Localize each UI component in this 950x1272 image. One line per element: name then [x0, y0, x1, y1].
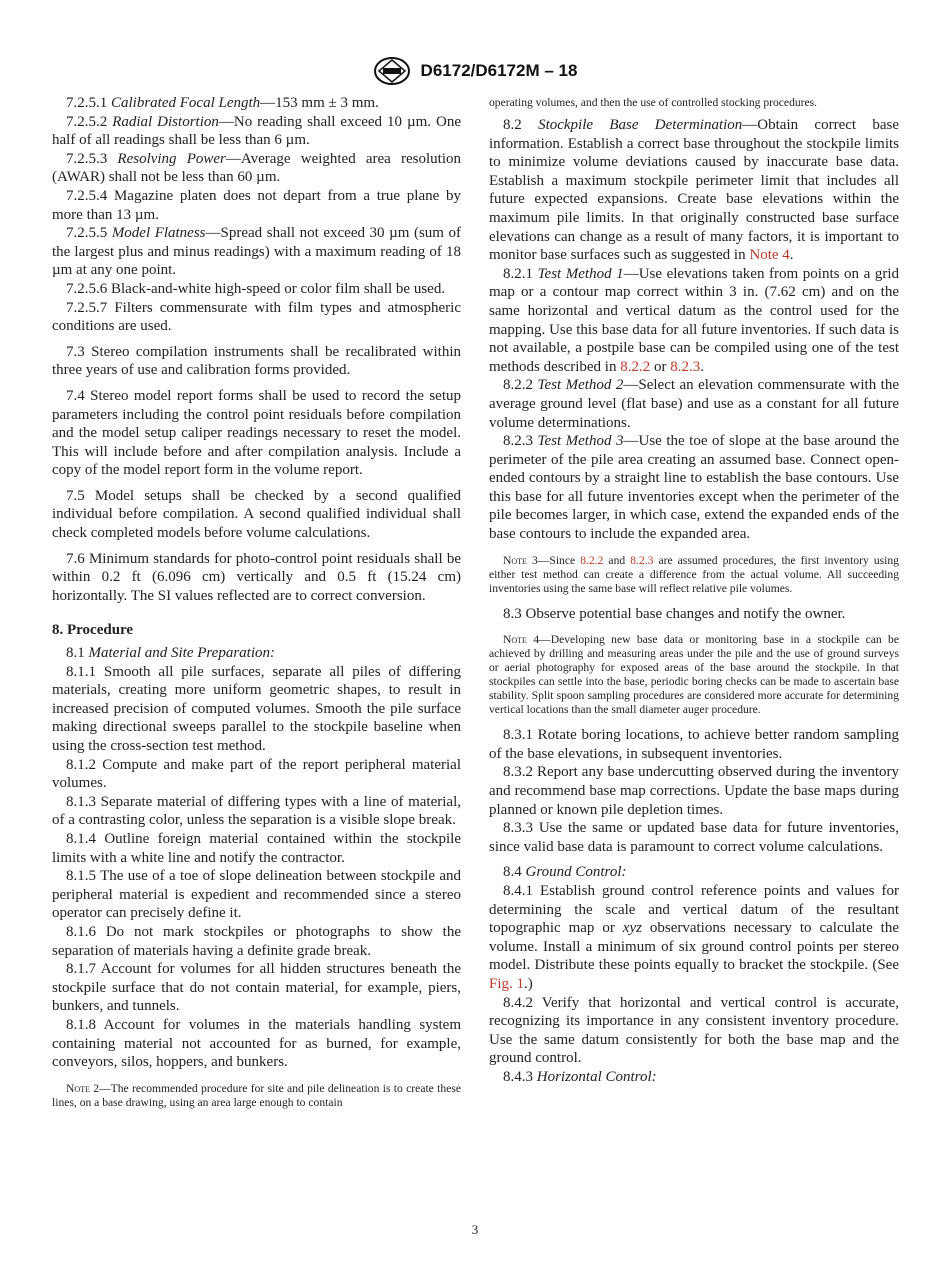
note-3-link-8-2-2[interactable]: 8.2.2 — [580, 553, 604, 567]
note-2-continued: operating volumes, and then the use of controlled stocking procedures. — [489, 96, 818, 109]
section-8-3-1: 8.3.1 Rotate boring locations, to achieve better random sampling of the base elevations, in subsequent inventories. — [489, 727, 899, 762]
section-8-1-6: 8.1.6 Do not mark stockpiles or photographs to show the separation of materials having a definite grade break. — [52, 923, 461, 959]
note-3-link-8-2-3[interactable]: 8.2.3 — [630, 553, 654, 567]
page-number: 3 — [471, 1222, 479, 1237]
section-8-1-5: 8.1.5 The use of a toe of slope delineation between stockpile and peripheral material is expedient and recommended since a stereo operator can precisely define it. — [52, 868, 461, 922]
note-3: Note 3—Since 8.2.2 and 8.2.3 are assumed procedures, the first inventory using either test method can create a difference from the actual volume. All succeeding inventories using the same base will reflect relative pile volumes. — [489, 553, 899, 595]
section-8-1-7: 8.1.7 Account for volumes for all hidden structures beneath the stockpile surface that do not contain material, for example, piers, bunkers, and tunnels. — [52, 961, 461, 1015]
section-7-2-5-4: 7.2.5.4 Magazine platen does not depart from a true plane by more than 13 µm. — [52, 187, 461, 223]
section-8-1-4: 8.1.4 Outline foreign material contained within the stockpile limits with a white line and notify the contractor. — [52, 830, 461, 866]
figure-1-link[interactable]: Fig. 1 — [489, 975, 525, 992]
left-column — [52, 94, 461, 1119]
section-8-2-3: 8.2.3 Test Method 3—Use the toe of slope at the base around the perimeter of the pile area creating an assumed base. Connect open-ended contours by a straight line to establish the base contours. Use this base for all future inventories except when the perimeter of the pile becomes larger, in which case, extend the expanded ends of the base contours to include the expanded area. — [489, 433, 900, 543]
section-8-2: 8.2 Stockpile Base Determination—Obtain correct base information. Establish a correct base throughout the stockpile limits to minimize volume deviations caused by inaccurate base data. Establish a maximum stockpile perimeter limit that includes all future expected expansions. Create base elevations within the maximum pile limits. In that originally constructed base surface elevations can change as a result of many factors, it is important to monitor base surfaces such as suggested in Note 4. — [489, 117, 900, 264]
section-7-4: 7.4 Stereo model report forms shall be used to record the setup parameters including the control point residuals before compilation and the model setup caliper readings necessary to reset the model. This will include before and after compilation analysis. Include a copy of the model report form in the volume report. — [52, 387, 461, 479]
section-8-3-2: 8.3.2 Report any base undercutting observed during the inventory and recommend base map corrections. Update the base maps during planned or known pile depletion times. — [489, 764, 899, 818]
note-4-link[interactable]: Note 4 — [749, 247, 790, 264]
section-8-1-3: 8.1.3 Separate material of differing types with a line of material, of a contrasting color, unless the separation is a visible slope break. — [52, 793, 461, 829]
section-7-2-5-1: 7.2.5.1 Calibrated Focal Length—153 mm ± 3 mm. — [66, 95, 379, 111]
section-7-2-5-5: 7.2.5.5 Model Flatness—Spread shall not exceed 30 µm (sum of the largest plus and minus readings) with a maximum reading of 18 µm at any one point. — [52, 225, 462, 279]
section-7-5: 7.5 Model setups shall be checked by a second qualified individual before compilation. A second qualified individual shall check completed models before volume calculations. — [52, 487, 461, 542]
section-7-2-5-2: 7.2.5.2 Radial Distortion—No reading shall exceed 10 µm. One half of all readings shall be less than 6 µm. — [52, 113, 461, 149]
section-8-4-3: 8.4.3 Horizontal Control: — [503, 1068, 657, 1085]
astm-logo-icon — [373, 56, 411, 86]
note-2: Note 2—The recommended procedure for site and pile delineation is to create these lines, on a base drawing, using an area large enough to contain — [52, 1081, 461, 1109]
section-8-1-8: 8.1.8 Account for volumes in the materials handling system containing material not accounted for as burned, for example, conveyors, silos, hoppers, and bunkers. — [52, 1016, 461, 1071]
note-4: Note 4—Developing new base data or monitoring base in a stockpile can be achieved by drilling and measuring areas under the pile and the use of ground surveys or aerial photography for exposed areas of the base around the stockpile. In that stockpiles can settle into the base, periodic boring checks can be made to ascertain base stability. Split spoon sampling procedures are considered more accurate for determining vertical locations than the small diameter auger procedure. — [489, 633, 899, 717]
section-8-4: 8.4 Ground Control: — [503, 864, 627, 881]
section-7-3: 7.3 Stereo compilation instruments shall be recalibrated within three years of use and calibration forms provided. — [52, 343, 461, 379]
section-8-4-2: 8.4.2 Verify that horizontal and vertical control is accurate, recognizing its importance in any consistent inventory procedure. Use the same datum consistently for both the base map and the ground control. — [489, 994, 899, 1067]
section-8-4-1: 8.4.1 Establish ground control reference points and values for determining the scale and vertical datum of the resultant topographic map or xyz observations necessary to calculate the volume. Install a minimum of six ground control points per stereo model. Distribute these points equally to bracket the stockpile. (See Fig. 1.) — [489, 883, 900, 992]
section-7-6: 7.6 Minimum standards for photo-control point residuals shall be within 0.2 ft (6.096 cm) vertically and 0.5 ft (15.24 cm) horizontally. The SI values reflected are to correct conversion. — [52, 550, 461, 604]
standard-designation: D6172/D6172M – 18 — [420, 61, 578, 80]
section-8-2-1: 8.2.1 Test Method 1—Use elevations taken from points on a grid map or a contour map correct within 3 in. (7.62 cm) and on the same horizontal and vertical datum as the control used for the mapping. Use this base data for all future inventories. If such data is not available, a postpile base can be compiled using one of the test methods described in 8.2.2 or 8.2.3. — [489, 265, 899, 375]
section-7-2-5-6: 7.2.5.6 Black-and-white high-speed or color film shall be used. — [66, 280, 446, 297]
section-7-2-5-7: 7.2.5.7 Filters commensurate with film types and atmospheric conditions are used. — [52, 299, 461, 335]
page-header — [0, 56, 950, 86]
section-heading-procedure: 8. Procedure — [52, 622, 134, 639]
section-7-2-5-3: 7.2.5.3 Resolving Power—Average weighted area resolution (AWAR) shall not be less than 60 µm. — [52, 150, 461, 186]
section-8-1-2: 8.1.2 Compute and make part of the report peripheral material volumes. — [52, 756, 461, 792]
right-column — [489, 94, 899, 1087]
section-8-2-2: 8.2.2 Test Method 2—Select an elevation commensurate with the average ground level (flat base) and use as a constant for all future volume determinations. — [489, 377, 900, 431]
section-8-2-2-link[interactable]: 8.2.2 — [620, 358, 651, 375]
section-8-3-3: 8.3.3 Use the same or updated base data for future inventories, since valid base data is paramount to correct volume calculations. — [489, 820, 899, 855]
section-8-2-3-link[interactable]: 8.2.3 — [670, 358, 701, 375]
section-8-1: 8.1 Material and Site Preparation: — [66, 645, 276, 662]
section-8-3: 8.3 Observe potential base changes and notify the owner. — [503, 605, 846, 622]
section-8-1-1: 8.1.1 Smooth all pile surfaces, separate all piles of differing materials, creating more uniform geometric shapes, to result in increased precision of computed volumes. Smooth the pile surface making directional sweeps parallel to the stockpile baseline when using the cross-section test method. — [52, 663, 461, 754]
